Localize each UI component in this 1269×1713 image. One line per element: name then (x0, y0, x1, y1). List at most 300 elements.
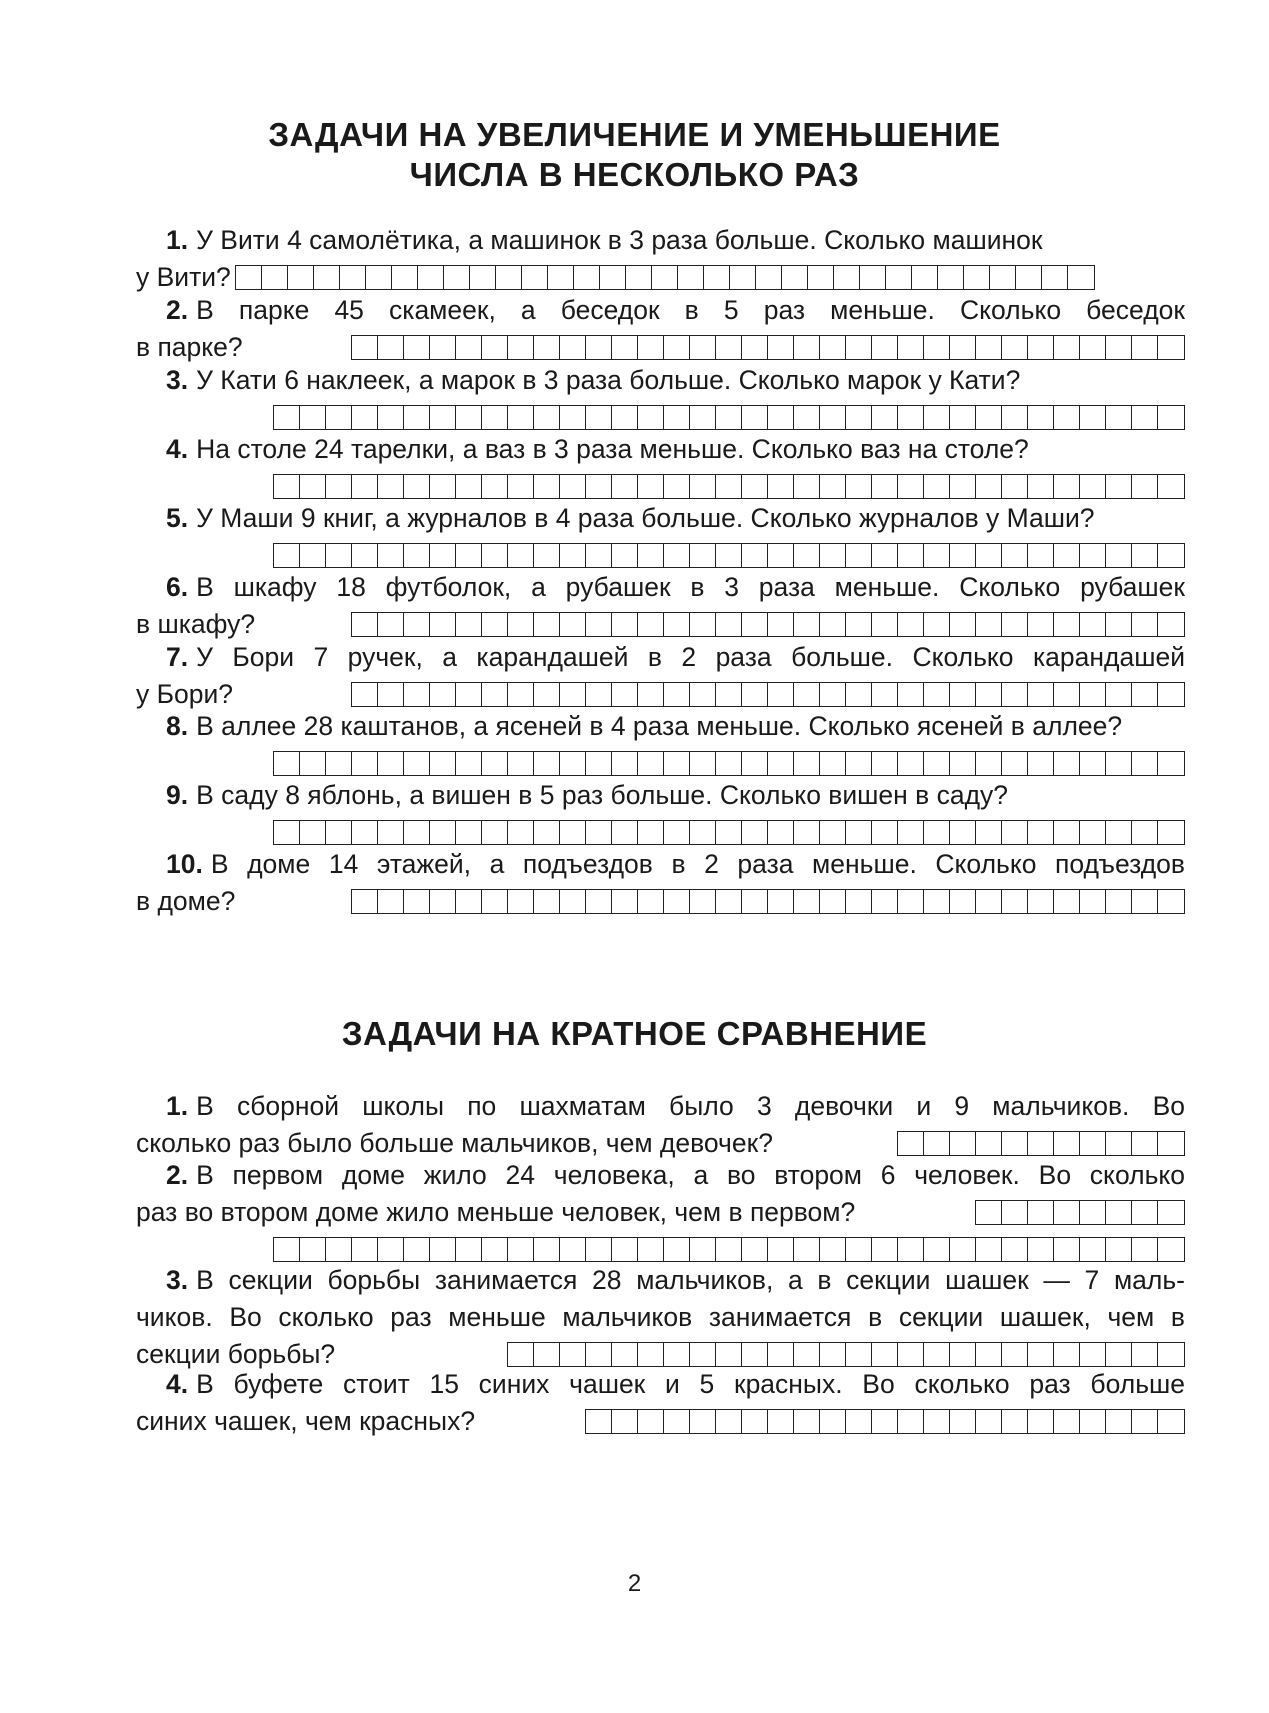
answer-cell[interactable] (612, 683, 638, 706)
answer-grid[interactable] (351, 335, 1185, 360)
answer-cell[interactable] (872, 1410, 898, 1433)
answer-cell[interactable] (872, 475, 898, 498)
answer-cell[interactable] (898, 752, 924, 775)
answer-cell[interactable] (456, 683, 482, 706)
answer-cell[interactable] (898, 613, 924, 636)
answer-cell[interactable] (1080, 890, 1106, 913)
answer-cell[interactable] (794, 821, 820, 844)
answer-cell[interactable] (300, 752, 326, 775)
answer-cell[interactable] (794, 406, 820, 429)
answer-cell[interactable] (560, 1343, 586, 1366)
answer-grid[interactable] (273, 820, 1185, 845)
answer-cell[interactable] (1158, 821, 1184, 844)
answer-cell[interactable] (730, 266, 756, 289)
answer-cell[interactable] (612, 821, 638, 844)
answer-cell[interactable] (820, 613, 846, 636)
answer-cell[interactable] (742, 1410, 768, 1433)
answer-cell[interactable] (1106, 406, 1132, 429)
answer-cell[interactable] (418, 266, 444, 289)
answer-cell[interactable] (456, 752, 482, 775)
answer-cell[interactable] (690, 683, 716, 706)
answer-cell[interactable] (586, 1238, 612, 1261)
answer-cell[interactable] (742, 475, 768, 498)
answer-cell[interactable] (690, 821, 716, 844)
answer-cell[interactable] (560, 752, 586, 775)
answer-cell[interactable] (456, 336, 482, 359)
answer-cell[interactable] (1106, 613, 1132, 636)
answer-cell[interactable] (1054, 613, 1080, 636)
answer-cell[interactable] (1158, 1343, 1184, 1366)
answer-cell[interactable] (1132, 1201, 1158, 1224)
answer-cell[interactable] (690, 613, 716, 636)
answer-cell[interactable] (340, 266, 366, 289)
answer-cell[interactable] (482, 406, 508, 429)
answer-cell[interactable] (352, 475, 378, 498)
answer-cell[interactable] (846, 1238, 872, 1261)
answer-cell[interactable] (716, 1343, 742, 1366)
answer-cell[interactable] (976, 475, 1002, 498)
answer-cell[interactable] (912, 266, 938, 289)
answer-cell[interactable] (378, 1238, 404, 1261)
answer-cell[interactable] (756, 266, 782, 289)
answer-cell[interactable] (534, 613, 560, 636)
answer-cell[interactable] (1132, 683, 1158, 706)
answer-cell[interactable] (1028, 1238, 1054, 1261)
answer-cell[interactable] (950, 1343, 976, 1366)
answer-cell[interactable] (430, 1238, 456, 1261)
answer-cell[interactable] (664, 890, 690, 913)
answer-cell[interactable] (638, 613, 664, 636)
answer-cell[interactable] (300, 1238, 326, 1261)
answer-cell[interactable] (638, 821, 664, 844)
answer-cell[interactable] (768, 752, 794, 775)
answer-cell[interactable] (898, 406, 924, 429)
answer-cell[interactable] (768, 890, 794, 913)
answer-cell[interactable] (508, 821, 534, 844)
answer-cell[interactable] (768, 336, 794, 359)
answer-cell[interactable] (872, 1343, 898, 1366)
answer-cell[interactable] (1054, 890, 1080, 913)
answer-cell[interactable] (950, 890, 976, 913)
answer-cell[interactable] (378, 544, 404, 567)
answer-cell[interactable] (1158, 890, 1184, 913)
answer-cell[interactable] (690, 475, 716, 498)
answer-cell[interactable] (326, 406, 352, 429)
answer-cell[interactable] (950, 1238, 976, 1261)
answer-cell[interactable] (430, 752, 456, 775)
answer-cell[interactable] (612, 406, 638, 429)
answer-cell[interactable] (274, 752, 300, 775)
answer-grid[interactable] (273, 751, 1185, 776)
answer-cell[interactable] (716, 406, 742, 429)
answer-cell[interactable] (1002, 1201, 1028, 1224)
answer-cell[interactable] (1054, 475, 1080, 498)
answer-cell[interactable] (1106, 1343, 1132, 1366)
answer-cell[interactable] (768, 1238, 794, 1261)
answer-cell[interactable] (638, 683, 664, 706)
answer-cell[interactable] (716, 1238, 742, 1261)
answer-cell[interactable] (846, 1343, 872, 1366)
answer-cell[interactable] (404, 475, 430, 498)
answer-cell[interactable] (638, 890, 664, 913)
answer-cell[interactable] (586, 1410, 612, 1433)
answer-cell[interactable] (404, 613, 430, 636)
answer-cell[interactable] (768, 613, 794, 636)
answer-cell[interactable] (430, 406, 456, 429)
answer-cell[interactable] (404, 683, 430, 706)
answer-cell[interactable] (378, 683, 404, 706)
answer-grid[interactable] (585, 1409, 1185, 1434)
answer-cell[interactable] (1002, 1410, 1028, 1433)
answer-cell[interactable] (794, 890, 820, 913)
answer-cell[interactable] (742, 1238, 768, 1261)
answer-cell[interactable] (1080, 1201, 1106, 1224)
answer-cell[interactable] (1002, 544, 1028, 567)
answer-cell[interactable] (716, 475, 742, 498)
answer-cell[interactable] (1028, 1410, 1054, 1433)
answer-cell[interactable] (586, 752, 612, 775)
answer-cell[interactable] (1106, 821, 1132, 844)
answer-cell[interactable] (482, 544, 508, 567)
answer-cell[interactable] (690, 1343, 716, 1366)
answer-cell[interactable] (1054, 1132, 1080, 1155)
answer-cell[interactable] (1054, 406, 1080, 429)
answer-cell[interactable] (872, 752, 898, 775)
answer-cell[interactable] (834, 266, 860, 289)
answer-cell[interactable] (820, 406, 846, 429)
answer-cell[interactable] (846, 544, 872, 567)
answer-cell[interactable] (924, 1132, 950, 1155)
answer-cell[interactable] (404, 544, 430, 567)
answer-cell[interactable] (1068, 266, 1094, 289)
answer-cell[interactable] (1080, 1238, 1106, 1261)
answer-cell[interactable] (716, 613, 742, 636)
answer-cell[interactable] (716, 1410, 742, 1433)
answer-cell[interactable] (690, 890, 716, 913)
answer-cell[interactable] (898, 475, 924, 498)
answer-cell[interactable] (612, 1238, 638, 1261)
answer-cell[interactable] (236, 266, 262, 289)
answer-cell[interactable] (976, 1343, 1002, 1366)
answer-cell[interactable] (742, 336, 768, 359)
answer-cell[interactable] (1080, 821, 1106, 844)
answer-cell[interactable] (1080, 406, 1106, 429)
answer-cell[interactable] (534, 890, 560, 913)
answer-cell[interactable] (1106, 683, 1132, 706)
answer-cell[interactable] (1028, 683, 1054, 706)
answer-cell[interactable] (560, 683, 586, 706)
answer-cell[interactable] (690, 544, 716, 567)
answer-cell[interactable] (924, 475, 950, 498)
answer-cell[interactable] (1080, 336, 1106, 359)
answer-cell[interactable] (1158, 336, 1184, 359)
answer-cell[interactable] (742, 544, 768, 567)
answer-cell[interactable] (950, 821, 976, 844)
answer-cell[interactable] (846, 475, 872, 498)
answer-cell[interactable] (846, 406, 872, 429)
answer-cell[interactable] (508, 890, 534, 913)
answer-cell[interactable] (704, 266, 730, 289)
answer-cell[interactable] (1158, 475, 1184, 498)
answer-cell[interactable] (1106, 336, 1132, 359)
answer-cell[interactable] (794, 752, 820, 775)
answer-grid[interactable] (235, 265, 1095, 290)
answer-cell[interactable] (352, 1238, 378, 1261)
answer-cell[interactable] (1028, 752, 1054, 775)
answer-cell[interactable] (366, 266, 392, 289)
answer-cell[interactable] (534, 475, 560, 498)
answer-cell[interactable] (924, 821, 950, 844)
answer-cell[interactable] (586, 406, 612, 429)
answer-cell[interactable] (612, 752, 638, 775)
answer-cell[interactable] (742, 890, 768, 913)
answer-cell[interactable] (690, 1238, 716, 1261)
answer-cell[interactable] (820, 544, 846, 567)
answer-grid[interactable] (273, 405, 1185, 430)
answer-cell[interactable] (872, 683, 898, 706)
answer-cell[interactable] (872, 544, 898, 567)
answer-cell[interactable] (1158, 1132, 1184, 1155)
answer-cell[interactable] (1002, 890, 1028, 913)
answer-cell[interactable] (274, 821, 300, 844)
answer-cell[interactable] (1054, 752, 1080, 775)
answer-cell[interactable] (612, 336, 638, 359)
answer-cell[interactable] (300, 544, 326, 567)
answer-cell[interactable] (352, 821, 378, 844)
answer-cell[interactable] (976, 1238, 1002, 1261)
answer-cell[interactable] (1158, 1410, 1184, 1433)
answer-cell[interactable] (262, 266, 288, 289)
answer-cell[interactable] (586, 1343, 612, 1366)
answer-cell[interactable] (1132, 475, 1158, 498)
answer-cell[interactable] (976, 613, 1002, 636)
answer-cell[interactable] (664, 544, 690, 567)
answer-cell[interactable] (586, 336, 612, 359)
answer-cell[interactable] (1080, 613, 1106, 636)
answer-cell[interactable] (1158, 406, 1184, 429)
answer-cell[interactable] (794, 1343, 820, 1366)
answer-cell[interactable] (898, 890, 924, 913)
answer-cell[interactable] (794, 613, 820, 636)
answer-cell[interactable] (846, 752, 872, 775)
answer-cell[interactable] (950, 544, 976, 567)
answer-cell[interactable] (950, 406, 976, 429)
answer-cell[interactable] (300, 821, 326, 844)
answer-cell[interactable] (1106, 1132, 1132, 1155)
answer-grid[interactable] (975, 1200, 1185, 1225)
answer-cell[interactable] (742, 752, 768, 775)
answer-cell[interactable] (352, 890, 378, 913)
answer-cell[interactable] (534, 683, 560, 706)
answer-cell[interactable] (612, 544, 638, 567)
answer-cell[interactable] (664, 1238, 690, 1261)
answer-cell[interactable] (1054, 821, 1080, 844)
answer-cell[interactable] (586, 683, 612, 706)
answer-cell[interactable] (678, 266, 704, 289)
answer-cell[interactable] (430, 821, 456, 844)
answer-cell[interactable] (378, 613, 404, 636)
answer-cell[interactable] (1028, 544, 1054, 567)
answer-cell[interactable] (690, 1410, 716, 1433)
answer-cell[interactable] (638, 1343, 664, 1366)
answer-cell[interactable] (846, 1410, 872, 1433)
answer-cell[interactable] (638, 475, 664, 498)
answer-cell[interactable] (768, 821, 794, 844)
answer-cell[interactable] (716, 544, 742, 567)
answer-cell[interactable] (1158, 752, 1184, 775)
answer-cell[interactable] (664, 613, 690, 636)
answer-cell[interactable] (482, 821, 508, 844)
answer-cell[interactable] (1054, 1201, 1080, 1224)
answer-cell[interactable] (990, 266, 1016, 289)
answer-cell[interactable] (404, 406, 430, 429)
answer-cell[interactable] (586, 890, 612, 913)
answer-cell[interactable] (1158, 1201, 1184, 1224)
answer-cell[interactable] (1054, 1238, 1080, 1261)
answer-cell[interactable] (404, 752, 430, 775)
answer-cell[interactable] (1158, 613, 1184, 636)
answer-cell[interactable] (768, 475, 794, 498)
answer-cell[interactable] (898, 1343, 924, 1366)
answer-cell[interactable] (820, 475, 846, 498)
answer-cell[interactable] (352, 406, 378, 429)
answer-cell[interactable] (1028, 1132, 1054, 1155)
answer-cell[interactable] (378, 336, 404, 359)
answer-cell[interactable] (950, 1410, 976, 1433)
answer-cell[interactable] (1132, 1238, 1158, 1261)
answer-cell[interactable] (560, 821, 586, 844)
answer-cell[interactable] (1002, 475, 1028, 498)
answer-cell[interactable] (768, 683, 794, 706)
answer-cell[interactable] (586, 613, 612, 636)
answer-cell[interactable] (1028, 475, 1054, 498)
answer-cell[interactable] (794, 475, 820, 498)
answer-cell[interactable] (664, 475, 690, 498)
answer-cell[interactable] (1106, 544, 1132, 567)
answer-cell[interactable] (846, 890, 872, 913)
answer-cell[interactable] (404, 890, 430, 913)
answer-cell[interactable] (1106, 890, 1132, 913)
answer-cell[interactable] (976, 544, 1002, 567)
answer-cell[interactable] (1028, 890, 1054, 913)
answer-cell[interactable] (378, 406, 404, 429)
answer-grid[interactable] (273, 543, 1185, 568)
answer-cell[interactable] (1158, 1238, 1184, 1261)
answer-cell[interactable] (352, 752, 378, 775)
answer-cell[interactable] (1054, 1410, 1080, 1433)
answer-cell[interactable] (586, 544, 612, 567)
answer-cell[interactable] (456, 613, 482, 636)
answer-cell[interactable] (782, 266, 808, 289)
answer-cell[interactable] (612, 613, 638, 636)
answer-cell[interactable] (1054, 544, 1080, 567)
answer-cell[interactable] (924, 544, 950, 567)
answer-cell[interactable] (508, 406, 534, 429)
answer-cell[interactable] (872, 821, 898, 844)
answer-cell[interactable] (1132, 1343, 1158, 1366)
answer-cell[interactable] (1002, 613, 1028, 636)
answer-cell[interactable] (612, 1343, 638, 1366)
answer-cell[interactable] (1080, 544, 1106, 567)
answer-cell[interactable] (924, 613, 950, 636)
answer-cell[interactable] (1080, 683, 1106, 706)
answer-cell[interactable] (326, 821, 352, 844)
answer-cell[interactable] (326, 752, 352, 775)
answer-cell[interactable] (574, 266, 600, 289)
answer-cell[interactable] (950, 336, 976, 359)
answer-cell[interactable] (430, 475, 456, 498)
answer-cell[interactable] (1080, 752, 1106, 775)
answer-cell[interactable] (638, 752, 664, 775)
answer-cell[interactable] (924, 890, 950, 913)
answer-cell[interactable] (768, 544, 794, 567)
answer-cell[interactable] (508, 752, 534, 775)
answer-cell[interactable] (508, 613, 534, 636)
answer-cell[interactable] (560, 475, 586, 498)
answer-cell[interactable] (1106, 1201, 1132, 1224)
answer-cell[interactable] (1106, 1238, 1132, 1261)
answer-cell[interactable] (326, 544, 352, 567)
answer-cell[interactable] (300, 406, 326, 429)
answer-cell[interactable] (924, 1343, 950, 1366)
answer-cell[interactable] (1028, 406, 1054, 429)
answer-cell[interactable] (392, 266, 418, 289)
answer-cell[interactable] (1132, 890, 1158, 913)
answer-grid[interactable] (897, 1131, 1185, 1156)
answer-cell[interactable] (820, 890, 846, 913)
answer-cell[interactable] (742, 613, 768, 636)
answer-cell[interactable] (976, 1132, 1002, 1155)
answer-cell[interactable] (950, 613, 976, 636)
answer-cell[interactable] (430, 683, 456, 706)
answer-cell[interactable] (274, 544, 300, 567)
answer-cell[interactable] (690, 336, 716, 359)
answer-cell[interactable] (1080, 1343, 1106, 1366)
answer-cell[interactable] (300, 475, 326, 498)
answer-cell[interactable] (638, 336, 664, 359)
answer-cell[interactable] (534, 336, 560, 359)
answer-cell[interactable] (716, 336, 742, 359)
answer-cell[interactable] (1106, 752, 1132, 775)
answer-cell[interactable] (586, 475, 612, 498)
answer-grid[interactable] (273, 1237, 1185, 1262)
answer-cell[interactable] (820, 1410, 846, 1433)
answer-cell[interactable] (560, 544, 586, 567)
answer-cell[interactable] (508, 683, 534, 706)
answer-cell[interactable] (924, 1410, 950, 1433)
answer-cell[interactable] (1158, 544, 1184, 567)
answer-cell[interactable] (652, 266, 678, 289)
answer-cell[interactable] (872, 890, 898, 913)
answer-cell[interactable] (482, 613, 508, 636)
answer-cell[interactable] (976, 821, 1002, 844)
answer-cell[interactable] (898, 1132, 924, 1155)
answer-cell[interactable] (548, 266, 574, 289)
answer-cell[interactable] (886, 266, 912, 289)
answer-cell[interactable] (430, 890, 456, 913)
answer-grid[interactable] (351, 889, 1185, 914)
answer-cell[interactable] (560, 406, 586, 429)
answer-cell[interactable] (456, 406, 482, 429)
answer-cell[interactable] (716, 821, 742, 844)
answer-cell[interactable] (742, 821, 768, 844)
answer-cell[interactable] (470, 266, 496, 289)
answer-grid[interactable] (507, 1342, 1185, 1367)
answer-cell[interactable] (846, 821, 872, 844)
answer-cell[interactable] (1080, 475, 1106, 498)
answer-cell[interactable] (950, 683, 976, 706)
answer-cell[interactable] (1054, 336, 1080, 359)
